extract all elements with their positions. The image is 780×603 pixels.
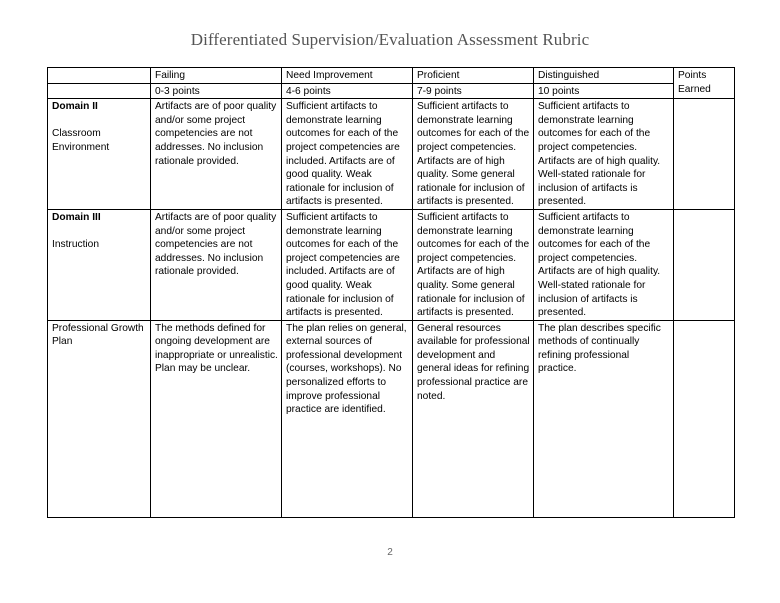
criterion-label: Domain II [52,101,98,113]
descriptor-failing: The methods defined for ongoing development are inappropriate or unrealistic. Plan may be unclear. [151,320,282,517]
header-corner-cell [48,68,151,84]
criterion-cell: Professional Growth Plan [48,320,151,517]
descriptor-failing: Artifacts are of poor quality and/or some project competencies are not addresses. No inclusion rationale provided. [151,99,282,210]
descriptor-need-improvement: The plan relies on general, external sources of professional development (courses, workshops). No personalized efforts to improve professional practice are identified. [282,320,413,517]
points-proficient: 7-9 points [413,83,534,99]
points-earned-cell[interactable] [674,320,735,517]
points-earned-cell[interactable] [674,99,735,210]
page-title: Differentiated Supervision/Evaluation Assessment Rubric [190,30,590,49]
level-distinguished: Distinguished [534,68,674,84]
descriptor-proficient: Sufficient artifacts to demonstrate learning outcomes for each of the project competencies. Artifacts are of high quality. Some general rationale for inclusion of artifacts is presented. [413,99,534,210]
level-need-improvement: Need Improvement [282,68,413,84]
descriptor-proficient: Sufficient artifacts to demonstrate learning outcomes for each of the project competencies. Artifacts are of high quality. Some general rationale for inclusion of artifacts is presented. [413,209,534,320]
page-number: 2 [387,547,393,558]
header-row-levels [48,68,735,84]
points-distinguished: 10 points [534,83,674,99]
points-earned-cell[interactable] [674,209,735,320]
criterion-subtitle: Instruction [52,239,99,251]
descriptor-need-improvement: Sufficient artifacts to demonstrate learning outcomes for each of the project competencies are included. Artifacts are of good quality. Weak rationale for inclusion of artifacts is presented. [282,209,413,320]
level-failing: Failing [151,68,282,84]
descriptor-distinguished: Sufficient artifacts to demonstrate learning outcomes for each of the project competencies. Artifacts are of high quality. Well-stated rationale for inclusion of artifacts is presented. [534,99,674,210]
criterion-label: Domain III [52,211,101,223]
criterion-subtitle: Classroom Environment [52,128,110,153]
points-earned-header [674,68,735,99]
criterion-cell [48,209,151,320]
header-row-points [48,83,735,99]
descriptor-distinguished: Sufficient artifacts to demonstrate learning outcomes for each of the project competencies. Artifacts are of high quality. Well-stated rationale for inclusion of artifacts is presented. [534,209,674,320]
header-corner-cell-2 [48,83,151,99]
rubric-row-domain-iii [48,209,735,320]
rubric-table [47,67,735,518]
points-earned-line2: Earned [678,83,711,95]
descriptor-failing: Artifacts are of poor quality and/or some project competencies are not addresses. No inclusion rationale provided. [151,209,282,320]
rubric-row-domain-ii [48,99,735,210]
points-need-improvement: 4-6 points [282,83,413,99]
rubric-row-professional-growth-plan [48,320,735,517]
descriptor-distinguished: The plan describes specific methods of continually refining professional practice. [534,320,674,517]
descriptor-proficient: General resources available for professional development and general ideas for refining professional practice are noted. [413,320,534,517]
descriptor-need-improvement: Sufficient artifacts to demonstrate learning outcomes for each of the project competencies are included. Artifacts are of good quality. Weak rationale for inclusion of artifacts is presented. [282,99,413,210]
points-failing: 0-3 points [151,83,282,99]
criterion-cell [48,99,151,210]
level-proficient: Proficient [413,68,534,84]
points-earned-line1: Points [678,70,707,81]
